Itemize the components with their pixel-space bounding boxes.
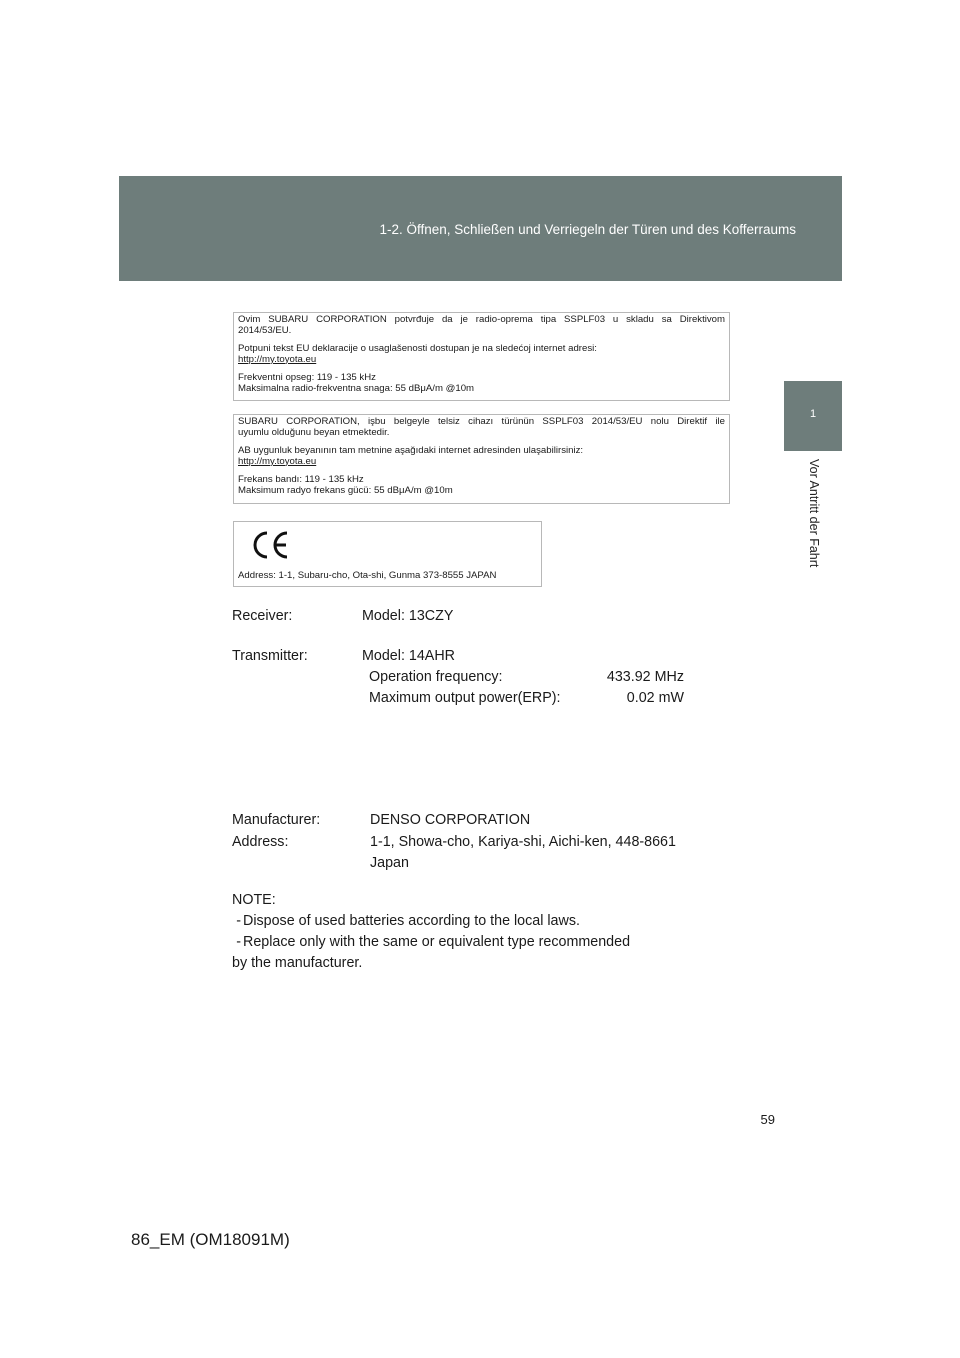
reg-text-line: Maksimalna radio-frekventna snaga: 55 dBμA/m @10m [238, 382, 475, 394]
operation-frequency-label: Operation frequency: [369, 669, 503, 685]
section-title: 1-2. Öffnen, Schließen und Verriegeln der Türen und des Kofferraums [379, 222, 796, 237]
regulatory-box-turkish [233, 414, 730, 504]
reg-text-line: Potpuni tekst EU deklaracije o usaglašenosti dostupan je na sledećoj internet adresi: [238, 343, 597, 355]
reg-text-line: 2014/53/EU. [238, 324, 292, 336]
reg-text-line: Frekventni opseg: 119 - 135 kHz [238, 372, 376, 384]
chapter-number: 1 [809, 408, 817, 420]
receiver-label: Receiver: [232, 608, 293, 624]
max-output-power-value: 0.02 mW [626, 690, 684, 706]
reg-text-line: Ovim SUBARU CORPORATION potvrđuje da je radio-oprema tipa SSPLF03 u skladu sa Direktivom [238, 314, 725, 325]
reg-text-line: AB uygunluk beyanının tam metnine aşağıdaki internet adresinden ulaşabilirsiniz: [238, 445, 584, 457]
receiver-model: Model: 13CZY [362, 608, 454, 624]
max-output-power-label: Maximum output power(ERP): [369, 690, 561, 706]
declaration-link[interactable]: http://my.toyota.eu [238, 455, 317, 467]
note-bullet: - Dispose of used batteries according to the local laws. [236, 913, 580, 929]
chapter-label: Vor Antritt der Fahrt [807, 459, 821, 568]
chapter-tab [784, 381, 842, 451]
reg-text-line: Maksimum radyo frekans gücü: 55 dBμA/m @10m [238, 484, 453, 496]
manufacturer-label: Manufacturer: [232, 812, 321, 828]
note-bullet-continuation: by the manufacturer. [232, 955, 363, 971]
reg-text-line: SUBARU CORPORATION, işbu belgeyle telsiz cihazı türünün SSPLF03 2014/53/EU nolu Direktif ile [238, 416, 725, 427]
address-value: 1-1, Showa-cho, Kariya-shi, Aichi-ken, 448-8661 [370, 834, 676, 850]
reg-text-line: Frekans bandı: 119 - 135 kHz [238, 474, 364, 486]
note-bullet: - Replace only with the same or equivalent type recommended [236, 934, 631, 950]
section-header-bar [119, 176, 842, 281]
address-label: Address: [232, 834, 289, 850]
transmitter-label: Transmitter: [232, 648, 308, 664]
ce-mark-box [233, 521, 542, 587]
regulatory-box-serbian [233, 312, 730, 401]
ce-mark-icon [252, 530, 290, 560]
transmitter-model: Model: 14AHR [362, 648, 455, 664]
manufacturer-value: DENSO CORPORATION [370, 812, 531, 828]
declaration-link[interactable]: http://my.toyota.eu [238, 353, 317, 365]
address-country: Japan [370, 855, 409, 871]
reg-text-line: uyumlu olduğunu beyan etmektedir. [238, 426, 390, 438]
document-code: 86_EM (OM18091M) [131, 1230, 290, 1249]
chapter-label-container [786, 451, 842, 601]
ce-address: Address: 1-1, Subaru-cho, Ota-shi, Gunma 373-8555 JAPAN [238, 570, 497, 581]
page-number: 59 [760, 1112, 775, 1127]
operation-frequency-value: 433.92 MHz [606, 669, 684, 685]
note-title: NOTE: [232, 892, 276, 908]
